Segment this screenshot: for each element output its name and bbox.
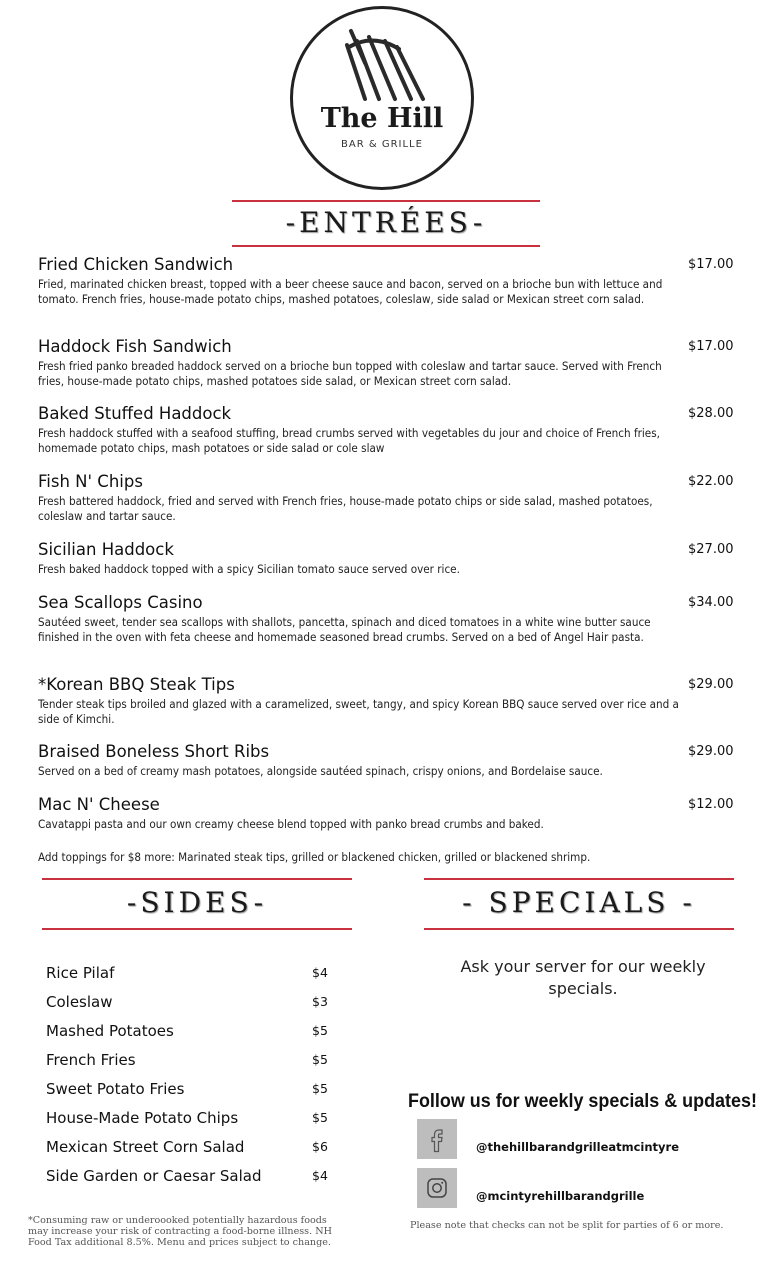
menu-item: [38, 472, 686, 524]
side-item-name: Mexican Street Corn Salad: [46, 1138, 245, 1156]
toppings-note: Add toppings for $8 more: Marinated steak tips, grilled or blackened chicken, grilled or blackened shrimp.: [38, 850, 591, 864]
item-price: $28.00: [688, 406, 734, 421]
side-item-name: Side Garden or Caesar Salad: [46, 1167, 262, 1185]
item-name: *Korean BBQ Steak Tips: [38, 675, 235, 694]
side-item-price: $5: [312, 1110, 328, 1125]
side-item-price: $5: [312, 1081, 328, 1096]
item-description: Cavatappi pasta and our own creamy cheese blend topped with panko bread crumbs and baked.: [38, 817, 544, 831]
item-name: Baked Stuffed Haddock: [38, 404, 232, 423]
instagram-handle[interactable]: @mcintyrehillbarandgrille: [476, 1189, 645, 1203]
side-item-price: $5: [312, 1052, 328, 1067]
menu-item: [38, 540, 686, 577]
menu-item: [38, 593, 686, 645]
item-description: Fresh baked haddock topped with a spicy Sicilian tomato sauce served over rice.: [38, 562, 460, 576]
bar-glass-icon: [329, 23, 439, 103]
social-heading: Follow us for weekly specials & updates!: [408, 1090, 757, 1112]
split-checks-note: Please note that checks can not be split for parties of 6 or more.: [410, 1220, 724, 1231]
item-price: $17.00: [688, 257, 734, 272]
item-price: $34.00: [688, 595, 734, 610]
item-name: Braised Boneless Short Ribs: [38, 742, 270, 761]
item-price: $17.00: [688, 339, 734, 354]
side-item-name: Mashed Potatoes: [46, 1022, 174, 1040]
item-description: Served on a bed of creamy mash potatoes, alongside sautéed spinach, crispy onions, and Bordelaise sauce.: [38, 764, 603, 778]
menu-item: [38, 404, 686, 456]
item-price: $22.00: [688, 474, 734, 489]
menu-item: [38, 255, 686, 307]
disclaimer-note: *Consuming raw or underoooked potentially hazardous foods may increase your risk of contracting a food-borne illness. NH Food Tax additional 8.5%. Menu and prices subject to change.: [28, 1215, 332, 1248]
specials-rule-top: [424, 878, 734, 880]
item-description: Fresh haddock stuffed with a seafood stuffing, bread crumbs served with vegetables du jour and choice of French fries, homemade potato chips, mash potatoes or side salad or cole slaw: [38, 426, 660, 455]
logo-subtitle: BAR & GRILLE: [341, 139, 423, 150]
side-item-name: House-Made Potato Chips: [46, 1109, 239, 1127]
item-name: Sea Scallops Casino: [38, 593, 203, 612]
menu-item: [38, 742, 686, 779]
side-item-price: $5: [312, 1023, 328, 1038]
specials-title: - SPECIALS -: [462, 886, 696, 919]
entrees-rule-top: [232, 200, 540, 202]
specials-text: Ask your server for our weekly specials.: [460, 957, 706, 998]
item-name: Fish N' Chips: [38, 472, 143, 491]
menu-item: [38, 795, 686, 832]
instagram-icon-box[interactable]: [417, 1168, 457, 1208]
item-description: Tender steak tips broiled and glazed with a caramelized, sweet, tangy, and spicy Korean BBQ sauce served over rice and a side of Kimchi.: [38, 697, 679, 726]
side-item-price: $4: [312, 965, 328, 980]
item-name: Haddock Fish Sandwich: [38, 337, 232, 356]
side-item-name: Sweet Potato Fries: [46, 1080, 185, 1098]
item-price: $27.00: [688, 542, 734, 557]
menu-item: [38, 675, 686, 727]
logo-name: The Hill: [320, 103, 444, 134]
entrees-rule-bottom: [232, 245, 540, 247]
entrees-title: -ENTRÉES-: [285, 206, 487, 239]
item-price: $29.00: [688, 677, 734, 692]
side-item-price: $4: [312, 1168, 328, 1183]
specials-rule-bottom: [424, 928, 734, 930]
side-item-price: $6: [312, 1139, 328, 1154]
facebook-icon: [417, 1119, 457, 1159]
item-name: Sicilian Haddock: [38, 540, 174, 559]
item-price: $29.00: [688, 744, 734, 759]
facebook-icon-box[interactable]: [417, 1119, 457, 1159]
sides-rule-bottom: [42, 928, 352, 930]
item-description: Fresh battered haddock, fried and served with French fries, house-made potato chips or side salad, mashed potatoes, coleslaw and tartar sauce.: [38, 494, 653, 523]
item-description: Sautéed sweet, tender sea scallops with shallots, pancetta, spinach and diced tomatoes in a white wine butter sauce finished in the oven with feta cheese and homemade seasoned bread crumbs. Served on a bed of Angel Hair pasta.: [38, 615, 651, 644]
item-price: $12.00: [688, 797, 734, 812]
side-item-name: Coleslaw: [46, 993, 113, 1011]
side-item-name: French Fries: [46, 1051, 136, 1069]
instagram-icon: [417, 1168, 457, 1208]
sides-title: -SIDES-: [126, 886, 268, 919]
restaurant-logo: [290, 6, 474, 190]
item-description: Fried, marinated chicken breast, topped with a beer cheese sauce and bacon, served on a brioche bun with lettuce and tomato. French fries, house-made potato chips, mashed potatoes, coleslaw, side salad or Mexican street corn salad.: [38, 277, 663, 306]
facebook-handle[interactable]: @thehillbarandgrilleatmcintyre: [476, 1140, 680, 1154]
sides-rule-top: [42, 878, 352, 880]
menu-item: [38, 337, 686, 389]
item-name: Fried Chicken Sandwich: [38, 255, 234, 274]
item-description: Fresh fried panko breaded haddock served on a brioche bun topped with coleslaw and tartar sauce. Served with French fries, house-made potato chips, mashed potatoes side salad, or Mexican street corn salad.: [38, 359, 662, 388]
side-item-price: $3: [312, 994, 328, 1009]
item-name: Mac N' Cheese: [38, 795, 160, 814]
side-item-name: Rice Pilaf: [46, 964, 115, 982]
